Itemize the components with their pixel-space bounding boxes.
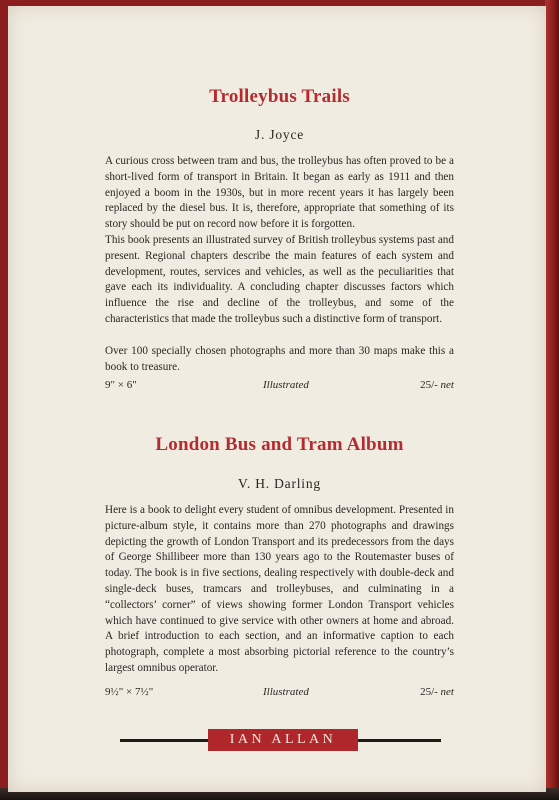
illustrated-label: Illustrated	[263, 379, 309, 391]
book-description: This book presents an illustrated survey of British trolleybus systems past and present. Regional chapters describe the main features of each system and development, routes, services and vehicles, as well as the peculiarities that gave each its individuality. A concluding chapter discusses factors which influence the rise and decline of the trolleybus, and some of the characteristics that made the trolleybus such a distinctive form of transport.	[105, 234, 454, 325]
book-description: Over 100 specially chosen photographs and more than 30 maps make this a book to treasure.	[105, 345, 454, 373]
book-author: J. Joyce	[254, 127, 305, 142]
book-details	[105, 379, 454, 395]
book-details	[105, 686, 454, 702]
book-description: Here is a book to delight every student of omnibus development. Presented in picture-album style, it contains more than 270 photographs and drawings depicting the growth of London Transport and its predecessors from the days of George Shillibeer more than 130 years ago to the Routemaster buses of today. The book is in five sections, dealing respectively with double-deck and single-deck buses, tramcars and trolleybuses, and culminating in a “collectors’ corner” of views showing former London Transport vehicles which have continued to give service with other owners at home and abroad. A brief introduction to each section, and an informative caption to each photograph, complete a most absorbing pictorial reference to the country’s largest omnibus operator.	[105, 504, 454, 674]
book-description: A curious cross between tram and bus, the trolleybus has often proved to be a short-lived form of transport in Britain. It began as early as 1911 and then enjoyed a boom in the 1930s, but in more recent years it has largely been replaced by the diesel bus. It is, therefore, appropriate that something of its story should be put on record now before it is forgotten.	[105, 155, 454, 231]
publisher-label: IAN ALLAN	[208, 729, 358, 751]
cover-edge	[545, 0, 559, 800]
book-author: V. H. Darling	[238, 476, 321, 491]
book-title: Trolleybus Trails	[209, 86, 350, 107]
book-price: 25/- net	[420, 379, 454, 391]
book-size: 9½" × 7½"	[105, 686, 154, 698]
book-title: London Bus and Tram Album	[155, 434, 404, 455]
illustrated-label: Illustrated	[263, 686, 309, 698]
book-size: 9" × 6"	[105, 379, 137, 391]
book-price: 25/- net	[420, 686, 454, 698]
dust-jacket	[8, 6, 546, 792]
